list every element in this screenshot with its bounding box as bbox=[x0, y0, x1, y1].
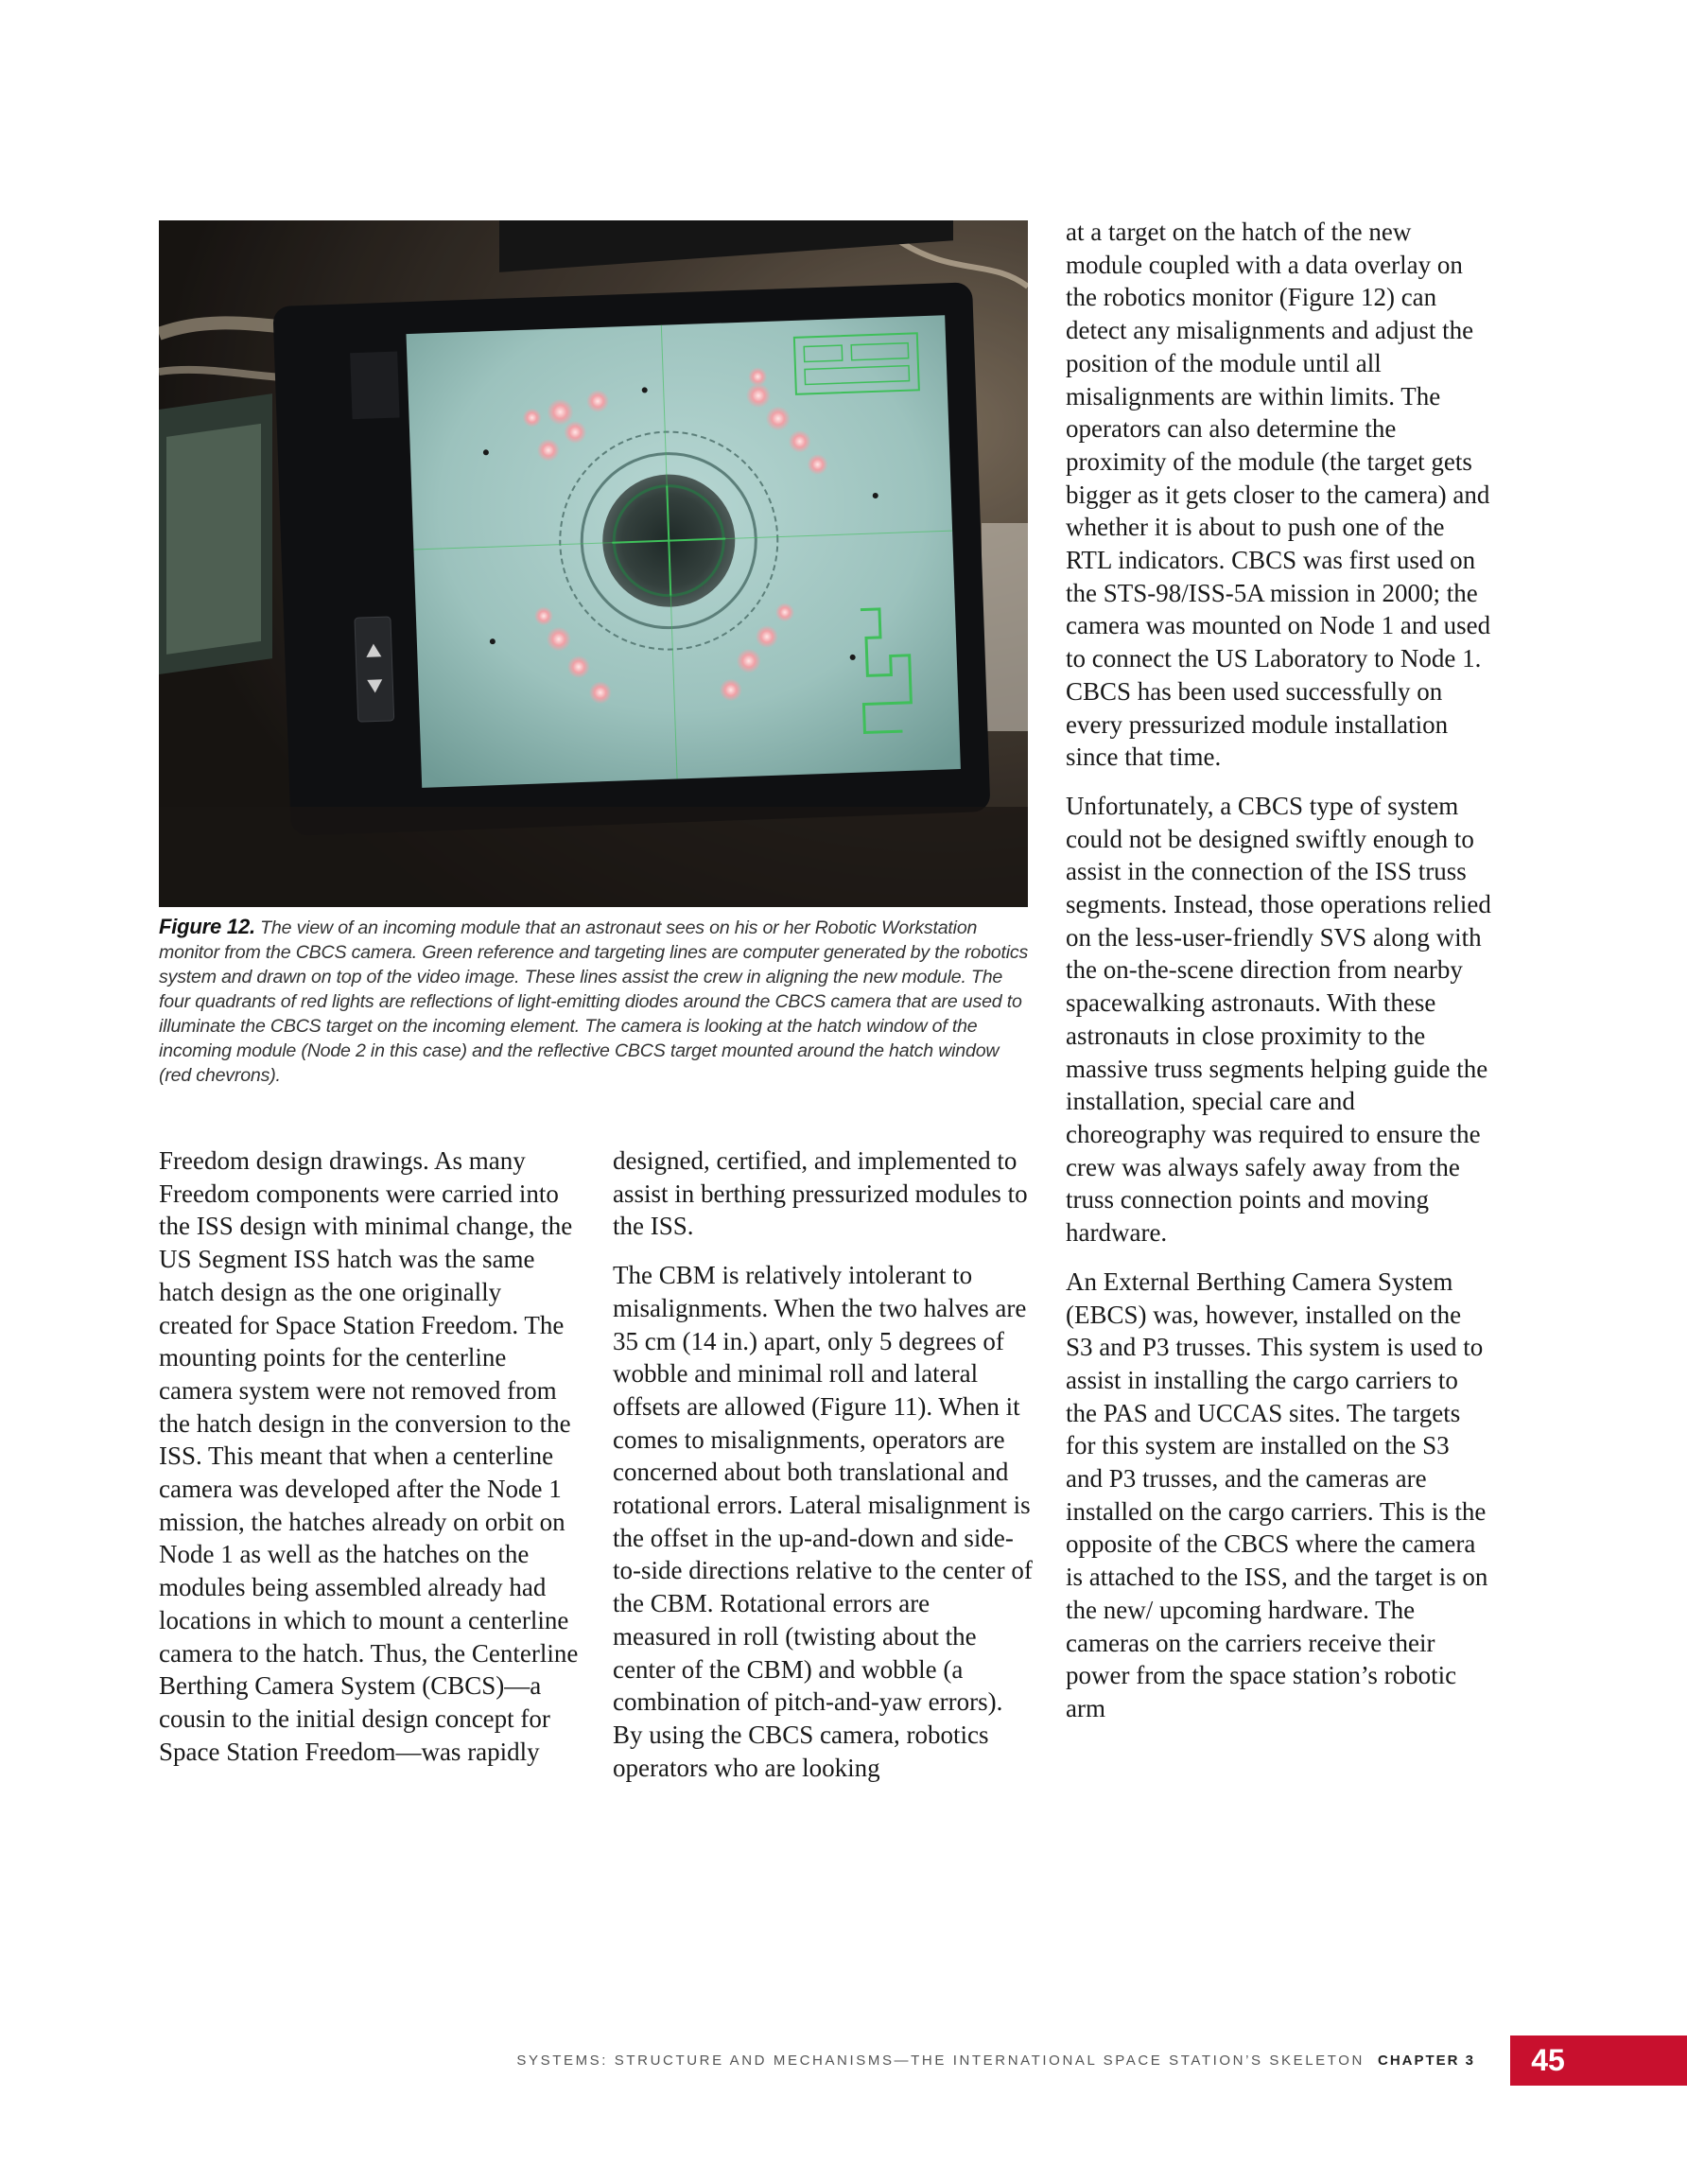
paragraph: designed, certified, and implemented to assist in berthing pressurized modules to the ISS. bbox=[613, 1146, 1028, 1241]
text-column-1 bbox=[159, 1144, 580, 1784]
paragraph: at a target on the hatch of the new module coupled with a data overlay on the robotics monitor (Figure 12) can detect any misalignments and adjust the position of the module until all misalignments are within limits. The operators can also determine the proximity of the module (the target gets bigger as it gets closer to the camera) and whether it is about to push one of the RTL indicators. CBCS was first used on the STS-98/ISS-5A mission in 2000; the camera was mounted on Node 1 and used to connect the US Laboratory to Node 1. CBCS has been used successfully on every pressurized module installation since that time. bbox=[1066, 218, 1491, 772]
running-footer bbox=[516, 2053, 1475, 2069]
figure-caption bbox=[159, 915, 1034, 1088]
paragraph: The CBM is relatively intolerant to misalignments. When the two halves are 35 cm (14 in.) apart, only 5 degrees of wobble and minimal roll and lateral offsets are allowed (Figure 11). When it comes to misalignments, operators are concerned about both translational and rotational errors. Lateral misalignment is the offset in the up-and-down and side-to-side directions relative to the center of the CBM. Rotational errors are measured in roll (twisting about the center of the CBM) and wobble (a combination of pitch-and-yaw errors). By using the CBCS camera, robotics operators who are looking bbox=[613, 1261, 1033, 1782]
paragraph: Unfortunately, a CBCS type of system could not be designed swiftly enough to assist in the connection of the ISS truss segments. Instead, those operations relied on the less-user-friendly SVS along with the on-the-scene direction from nearby spacewalking astronauts. With these astronauts in close proximity to the massive truss segments helping guide the installation, special care and choreography was required to ensure the crew was always safely away from the truss connection points and moving hardware. bbox=[1066, 791, 1491, 1248]
figure-caption-text: The view of an incoming module that an astronaut sees on his or her Robotic Workstation monitor from the CBCS camera. Green reference and targeting lines are computer generated by the robotics system and drawn on top of the video image. These lines assist the crew in aligning the new module. The four quadrants of red lights are reflections of light-emitting diodes around the CBCS camera that are used to illuminate the CBCS target on the incoming element. The camera is looking at the hatch window of the incoming module (Node 2 in this case) and the reflective CBCS target mounted around the hatch window (red chevrons). bbox=[159, 917, 1029, 1086]
figure-photo bbox=[159, 220, 1028, 907]
text-column-3 bbox=[1066, 216, 1491, 1741]
figure-label: Figure 12. bbox=[159, 915, 255, 938]
running-title: SYSTEMS: STRUCTURE AND MECHANISMS—THE INTERNATIONAL SPACE STATION’S SKELETON bbox=[516, 2053, 1365, 2069]
page-number: 45 bbox=[1531, 2043, 1565, 2077]
paragraph: An External Berthing Camera System (EBCS) was, however, installed on the S3 and P3 trusses. This system is used to assist in installing the cargo carriers to the PAS and UCCAS sites. The targets for this system are installed on the S3 and P3 trusses, and the cameras are installed on the cargo carriers. This is the opposite of the CBCS where the camera is attached to the ISS, and the target is on the new/ upcoming hardware. The cameras on the carriers receive their power from the space station’s robotic arm bbox=[1066, 1267, 1488, 1722]
text-column-2 bbox=[613, 1144, 1034, 1800]
paragraph: Freedom design drawings. As many Freedom components were carried into the ISS design with minimal change, the US Segment ISS hatch was the same hatch design as the one originally created for Space Station Freedom. The mounting points for the centerline camera system were not removed from the hatch design in the conversion to the ISS. This meant that when a centerline camera was developed after the Node 1 mission, the hatches already on orbit on Node 1 as well as the hatches on the modules being assembled already had locations in which to mount a centerline camera to the hatch. Thus, the Centerline Berthing Camera System (CBCS)—a cousin to the initial design concept for Space Station Freedom—was rapidly bbox=[159, 1146, 579, 1766]
page-number-badge bbox=[1510, 2035, 1687, 2086]
chapter-label: CHAPTER 3 bbox=[1377, 2053, 1475, 2069]
